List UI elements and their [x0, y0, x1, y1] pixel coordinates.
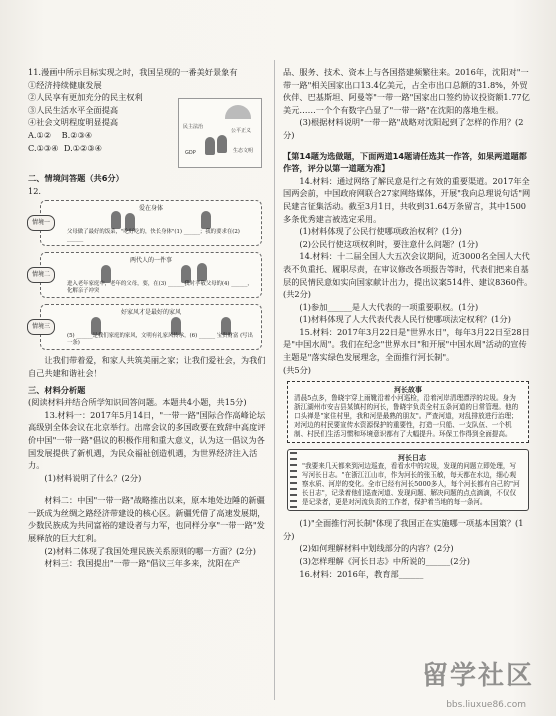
notebook-rings-icon — [290, 452, 297, 508]
section-3-desc: (阅读材料并结合所学知识回答问题。本题共4小题，共15分) — [28, 397, 247, 408]
question-11: 11.漫画中所示目标实现之时，我国呈现的一番美好景象有 — [28, 67, 238, 77]
q12-closing: 让我们带着爱，和家人共筑美丽之家；让我们爱社会，为我们自己共建和谐社会！ — [28, 355, 266, 378]
story-box-river-chief — [287, 381, 529, 443]
q14b-question-2: (1)材料体现了人大代表代表人民行使哪项法定权利？(1分) — [299, 314, 511, 325]
scenario-1-tag: 情境一 — [27, 215, 55, 231]
elective-notice: 【第14题为选做题，下面两道14题请任选其一作答，如果两道题都作答，评分以第一道题为准】 — [283, 150, 527, 174]
left-column — [28, 66, 268, 570]
q11-option-2: ②人民享有更加充分的民主权利 — [28, 92, 143, 103]
q13-question-1: (1)材料说明了什么？(2分) — [44, 472, 142, 483]
q13-question-3: (3)根据材料说明"一带一路"战略对沈阳起到了怎样的作用？(2分) — [283, 117, 524, 140]
q15-question-2: (2)如何理解材料中划线部分的内容？(2分) — [299, 543, 454, 554]
cartoon-image: 民主法治 公平正义 生态文明 GDP — [178, 98, 262, 168]
scenario-1-text: 父母做了最好的饭菜，"吃好吃的，快长身体"(1) ______；我的要求在(2) ______ — [67, 229, 240, 243]
scenario-2-title: 两代人的一件事 — [129, 257, 172, 265]
q14a-question-2: (2)公民行使这项权利时，要注意什么问题？(1分) — [299, 238, 479, 249]
notebook-river-diary — [287, 449, 529, 511]
story-1-text: 清晨5点多，鲁晓宇穿上雨靴沿着小河巡检，沿着河岸清理漂浮的垃圾。身为浙江湖州市安吉县某镇村的河长，鲁晓宇负责全村五条河道的日常管理。他的口头禅是"家住村里，我和河是最熟的朋友"。严查河道，对乱排放进行治理；对河边的村民要宣传水资源保护的重要性，打造一只船、一支队伍、一个机制、村民们生活习惯和环境意识都有了大幅提升。环保工作得到全面提高。 — [294, 394, 519, 439]
scenario-3-text: (5) ______是我们家庭的家风，文明有礼家风传承，(6) ______ 宝贵财富 (写出一条) — [67, 333, 253, 347]
person-icon — [205, 137, 215, 155]
q15-question-3: (3)怎样理解《河长日志》中所说的______(2分) — [299, 556, 470, 567]
q15-material: 15.材料：2017年3月22日是"世界水日"，每年3月22日至28日是"中国水周"。我们在纪念"世界水日"和开展"中国水周"活动的宣传主题是"落实绿色发展理念，全面推行河长制"。 — [283, 326, 530, 363]
person-icon — [111, 211, 121, 229]
scenario-3-tag: 情境三 — [27, 319, 55, 335]
story-2-text: "我要来几天都来到河边巡查，看看水中的垃圾，发现的问题立即处理，写写河长日志。"在浙江江山市，作为河长的张玉敏，每天都在水边，细心观察水质、河岸的变化。全市已经有河长5000多人，每个河长都有自己的"河长日志"，记录着他们巡查河道、发现问题、解决问题的点点滴滴，不仅仅是记录者，更是对河流负责的工作者，保护着当地的每一条河。 — [302, 462, 520, 507]
scenario-2-text: 进入老年家庭中，老年的父母，要，在(3) ______我对孝敬父母的(4) ______，化解亲子冲突 — [67, 281, 253, 295]
scenario-1-title: 爱在身体 — [138, 205, 163, 213]
scenario-1 — [31, 200, 262, 246]
q14a-material: 14.材料：通过网络了解民意是行之有效的重要渠道。2017年全国两会前，中国政府网联合27家网络媒体，开展"我向总理说句话"网民建言征集活动。截至3月1日，共收到31.64万条留言，其中1500多条优秀建言被选定采用。 — [283, 175, 531, 224]
section-2-title: 二、情境问答题（共6分） — [28, 173, 124, 184]
person-icon — [197, 263, 207, 281]
q14a-question-1: (1)材料体现了公民行使哪项政治权利？(1分) — [299, 226, 462, 237]
q11-option-1: ①经济持续健康发展 — [28, 79, 102, 90]
section-3-title: 三、材料分析题 — [28, 384, 86, 395]
scenario-2-tag: 情境二 — [27, 267, 55, 283]
scenario-2 — [31, 252, 262, 298]
story-1-title: 河长故事 — [394, 385, 422, 395]
q11-option-3: ③人民生活水平全面提高 — [28, 104, 119, 115]
q13-material-2: 材料二：中国"一带一路"战略推出以来，原本地处边陲的新疆一跃成为丝绸之路经济带建设的核心区。新疆凭借了高速发展期，少数民族成为共同富裕的建设者与力军，也同样分享"一带一路"发展释放的巨大红利。 — [28, 495, 266, 544]
column-divider — [274, 60, 275, 700]
person-icon — [217, 135, 227, 153]
sun-icon — [225, 105, 251, 119]
scenario-3 — [31, 304, 262, 350]
watermark-url: bbs.liuxue86.com — [446, 700, 526, 710]
q13-material-1: 13.材料一：2017年5月14日，"一带一路"国际合作高峰论坛高级别全体会议在北京举行。出席会议的多国政要在致辞中高度评价中国"一带一路"倡议的积极作用和重大意义，认为这一倡议为各国发展提供了新机遇，为民众福祉创造机遇，为世界经济注入活力。 — [28, 409, 266, 471]
q14b-material: 14.材料：十二届全国人大五次会议期间，近3000名全国人大代表不负重托、履职尽责，在审议修改各项报告等时，代表们把来自基层的民情民意如实向国家献计出力，提出议案514件、建议8360件。(共2分) — [283, 251, 533, 300]
right-column — [283, 66, 533, 580]
question-16: 16.材料：2016年，教育部______ — [299, 568, 424, 579]
q11-answers: A.①② B.②③④ C.①③④ D.①②③④ — [28, 129, 103, 153]
scenario-3-title: 好家风才是最好的家风 — [120, 309, 181, 317]
q13-question-2: (2)材料二体现了我国处理民族关系原则的哪一方面？(2分) — [44, 545, 256, 556]
q13-material-3-cont: 品、服务、技术、资本上与各国搭建频繁往来。2016年，沈阳对"一带一路"相关国家出口13.4亿美元，占全市出口总额的31.8%，外贸伙伴、巴基斯坦、阿曼等"一带一路"国家出口签约协议投资额1.77亿美元……一个个有数字凸显了"一带一路"在沈阳的落地生根。 — [283, 67, 530, 115]
story-2-title: 河长日志 — [398, 453, 426, 463]
q14b-question-1: (1)参加______是人大代表的一项重要职权。(1分) — [299, 301, 479, 312]
q15-score: (共5分) — [283, 364, 311, 375]
person-icon — [201, 211, 211, 229]
q11-option-4: ④社会文明程度明显提高 — [28, 117, 119, 128]
question-12: 12. — [28, 185, 42, 196]
q13-material-3: 材料三：我国提出"一带一路"倡议三年多来，沈阳在产 — [44, 558, 241, 569]
watermark-logo: 留学社区 — [421, 661, 534, 691]
q15-question-1: (1)"全面推行河长制"体现了我国正在实施哪一项基本国策？(1分) — [283, 518, 524, 541]
